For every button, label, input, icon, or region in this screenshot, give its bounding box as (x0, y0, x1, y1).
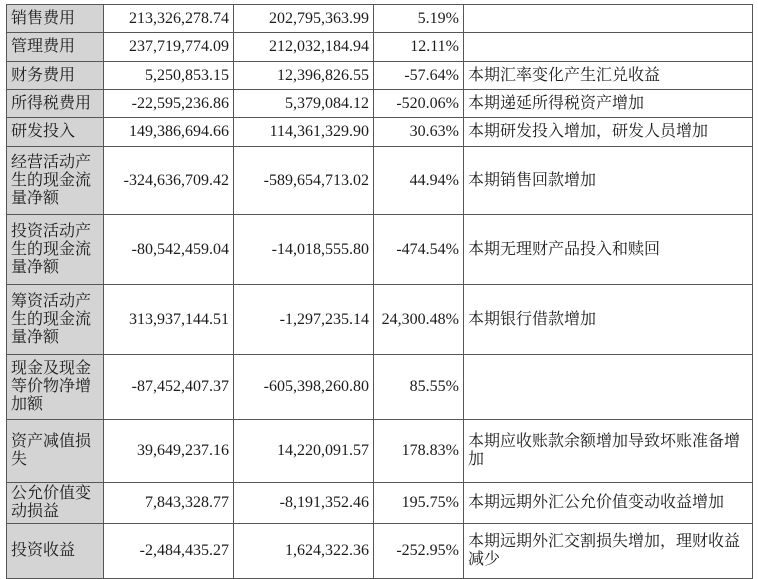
change-percent-cell: -520.06% (374, 90, 464, 118)
prior-amount-cell: 202,795,363.99 (234, 5, 374, 33)
financial-changes-table (6, 4, 753, 579)
table-row (7, 355, 753, 420)
change-percent-cell: 5.19% (374, 5, 464, 33)
change-percent-cell: 30.63% (374, 118, 464, 147)
table-row (7, 90, 753, 118)
item-label-cell: 经营活动产生的现金流量净额 (7, 147, 104, 215)
current-amount-cell: -22,595,236.86 (104, 90, 234, 118)
current-amount-cell: 7,843,328.77 (104, 483, 234, 524)
prior-amount-cell: 1,624,322.36 (234, 524, 374, 579)
table-row (7, 285, 753, 355)
item-label-cell: 投资活动产生的现金流量净额 (7, 215, 104, 285)
change-reason-cell: 本期递延所得税资产增加 (464, 90, 753, 118)
item-label-cell: 研发投入 (7, 118, 104, 147)
change-percent-cell: -474.54% (374, 215, 464, 285)
change-reason-cell: 本期银行借款增加 (464, 285, 753, 355)
prior-amount-cell: 12,396,826.55 (234, 62, 374, 90)
change-reason-cell: 本期汇率变化产生汇兑收益 (464, 62, 753, 90)
item-label-cell: 资产减值损失 (7, 420, 104, 483)
prior-amount-cell: -8,191,352.46 (234, 483, 374, 524)
change-percent-cell: 12.11% (374, 33, 464, 62)
change-reason-cell: 本期应收账款余额增加导致坏账准备增加 (464, 420, 753, 483)
current-amount-cell: -87,452,407.37 (104, 355, 234, 420)
change-reason-cell: 本期远期外汇公允价值变动收益增加 (464, 483, 753, 524)
current-amount-cell: 237,719,774.09 (104, 33, 234, 62)
change-percent-cell: 195.75% (374, 483, 464, 524)
change-reason-cell: 本期销售回款增加 (464, 147, 753, 215)
prior-amount-cell: -605,398,260.80 (234, 355, 374, 420)
current-amount-cell: 39,649,237.16 (104, 420, 234, 483)
prior-amount-cell: -1,297,235.14 (234, 285, 374, 355)
change-reason-cell: 本期无理财产品投入和赎回 (464, 215, 753, 285)
current-amount-cell: 213,326,278.74 (104, 5, 234, 33)
table-row (7, 215, 753, 285)
change-percent-cell: 44.94% (374, 147, 464, 215)
current-amount-cell: 313,937,144.51 (104, 285, 234, 355)
change-reason-cell (464, 33, 753, 62)
item-label-cell: 投资收益 (7, 524, 104, 579)
change-reason-cell: 本期远期外汇交割损失增加，理财收益减少 (464, 524, 753, 579)
change-reason-cell (464, 5, 753, 33)
prior-amount-cell: -14,018,555.80 (234, 215, 374, 285)
change-percent-cell: 85.55% (374, 355, 464, 420)
table-body (7, 5, 753, 579)
prior-amount-cell: 5,379,084.12 (234, 90, 374, 118)
item-label-cell: 财务费用 (7, 62, 104, 90)
item-label-cell: 管理费用 (7, 33, 104, 62)
item-label-cell: 所得税费用 (7, 90, 104, 118)
prior-amount-cell: 212,032,184.94 (234, 33, 374, 62)
table-row (7, 5, 753, 33)
change-reason-cell: 本期研发投入增加，研发人员增加 (464, 118, 753, 147)
item-label-cell: 现金及现金等价物净增加额 (7, 355, 104, 420)
table-row (7, 420, 753, 483)
current-amount-cell: 5,250,853.15 (104, 62, 234, 90)
table-row (7, 147, 753, 215)
item-label-cell: 筹资活动产生的现金流量净额 (7, 285, 104, 355)
change-reason-cell (464, 355, 753, 420)
prior-amount-cell: 14,220,091.57 (234, 420, 374, 483)
financial-changes-table-wrap (6, 4, 753, 579)
change-percent-cell: -57.64% (374, 62, 464, 90)
item-label-cell: 公允价值变动损益 (7, 483, 104, 524)
table-row (7, 483, 753, 524)
change-percent-cell: 178.83% (374, 420, 464, 483)
table-row (7, 33, 753, 62)
table-row (7, 118, 753, 147)
item-label-cell: 销售费用 (7, 5, 104, 33)
table-row (7, 62, 753, 90)
table-row (7, 524, 753, 579)
prior-amount-cell: 114,361,329.90 (234, 118, 374, 147)
current-amount-cell: -80,542,459.04 (104, 215, 234, 285)
change-percent-cell: -252.95% (374, 524, 464, 579)
current-amount-cell: 149,386,694.66 (104, 118, 234, 147)
current-amount-cell: -324,636,709.42 (104, 147, 234, 215)
change-percent-cell: 24,300.48% (374, 285, 464, 355)
current-amount-cell: -2,484,435.27 (104, 524, 234, 579)
prior-amount-cell: -589,654,713.02 (234, 147, 374, 215)
